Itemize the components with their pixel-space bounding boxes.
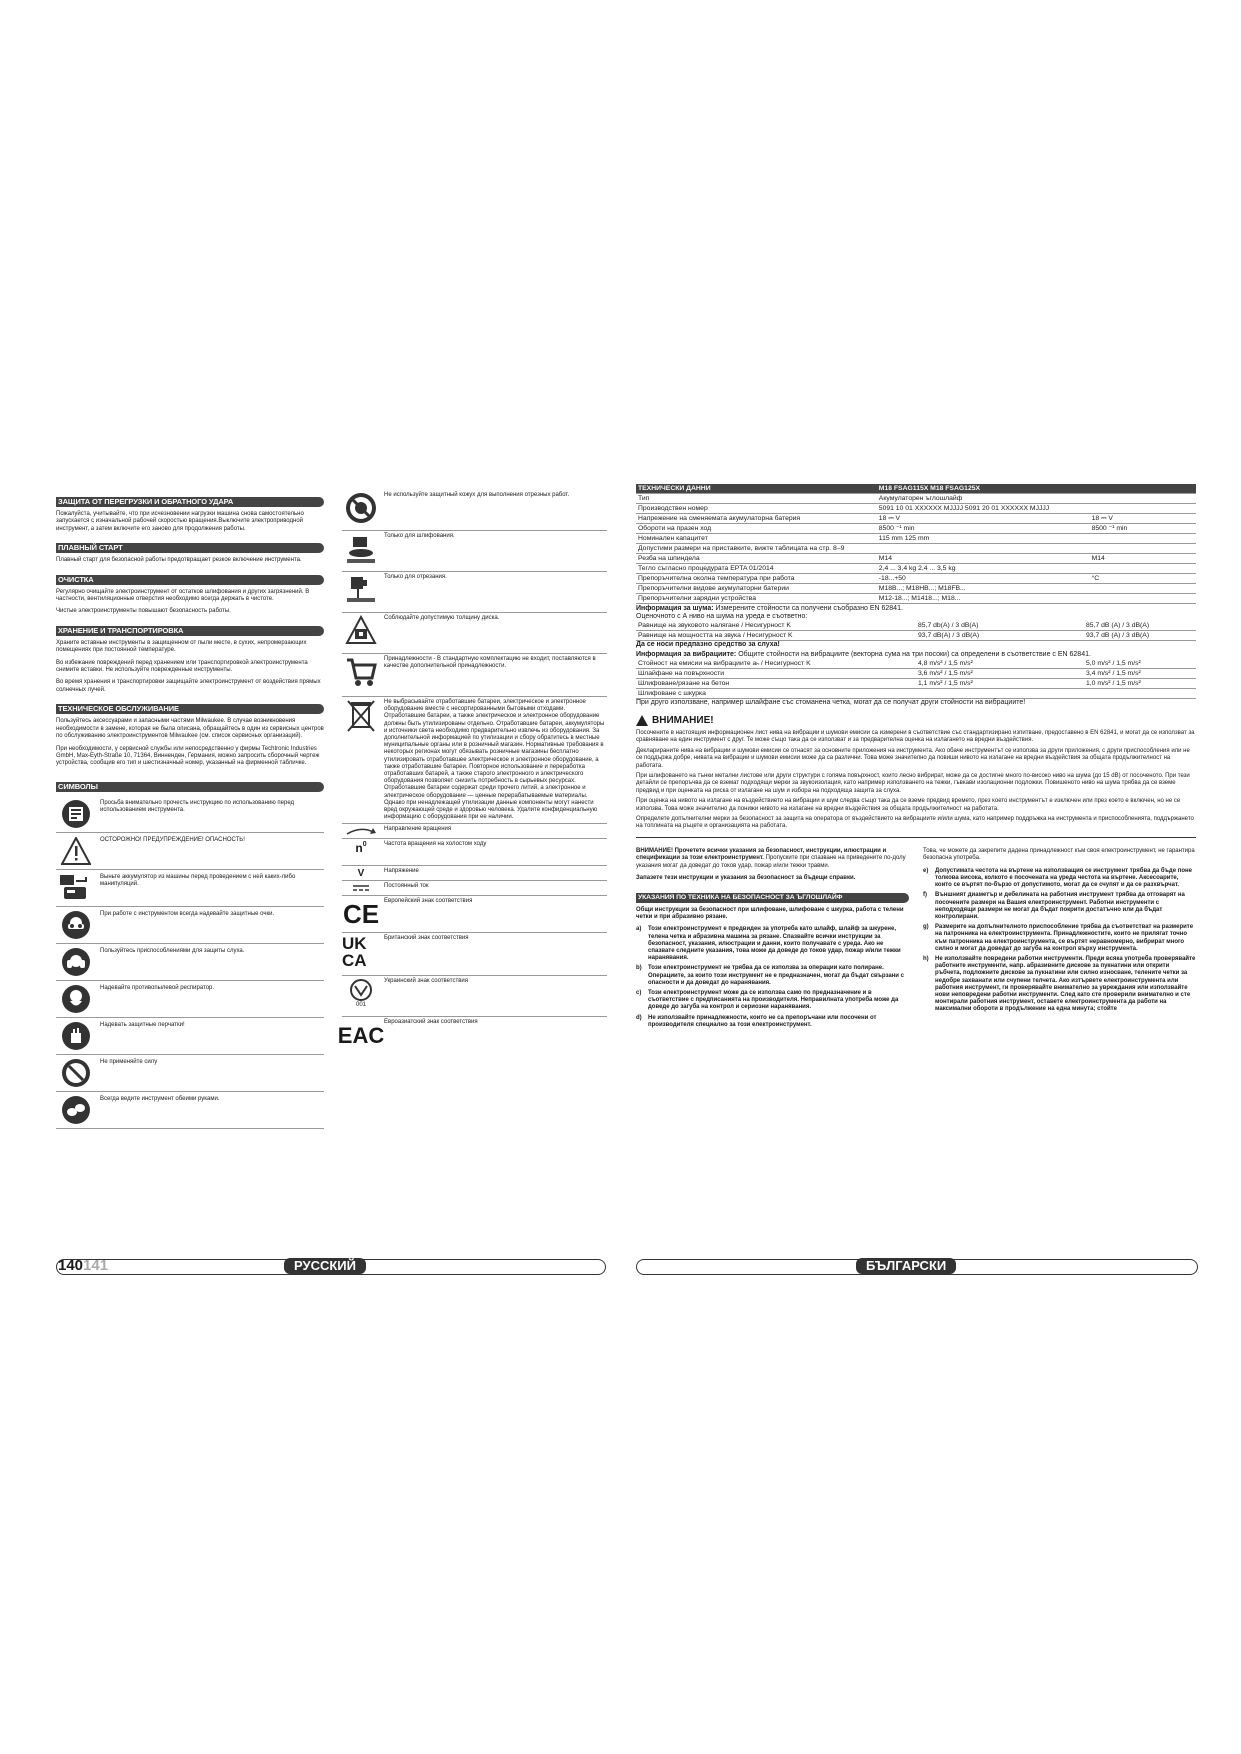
spec-cell: °C [1090,574,1196,584]
spec-cell: 18 ⎓ V [1090,514,1196,524]
spec-cell [1090,564,1196,574]
spec-row [636,668,1196,678]
spec-cell: Допустими размери на приставките, вижте таблицата на стр. 8–9 [636,544,877,554]
ru-left-column [56,487,324,1129]
vibration-note: При друго използване, например шлайфане със стоманена четка, могат да се получат други стойности на вибрациите! [636,698,1026,706]
service-text-1: Пользуйтесь аксессуарами и запасными частями Milwaukee. В случае возникновения необходимости в замене, которая не была описана, обращайтесь в один из сервисных центров по обслуживанию электроинструментов Milwaukee (см. список сервисных организаций). [56,718,324,740]
spec-row [636,494,1196,504]
symbol-row [56,1092,324,1129]
symbol-text: Не применяйте силу [100,1058,158,1065]
book-icon [56,796,96,832]
spec-row [636,564,1196,574]
safety-item-letter: b) [636,965,642,972]
general-warning [636,848,909,870]
bg-page [636,484,1196,1032]
warning-paragraph: При шлифоването на тънки метални листове или други структури с голяма повърхност, които лесно вибрират, може да се достигне много по-високо ниво на шума (до 15 dB) от посоченото. При тези детайли се препоръчва да се вземат подходящи мерки за звукоизолация, като например използването на тежки, гъвкави изолационни подложки. Повишеното ниво на шума трябва да се вземе предвид и при оценката на риска от излагане на шум и избора на подходяща защита за слуха. [636,773,1190,794]
spec-row [636,659,1196,669]
safety-item-letter: e) [923,867,929,874]
spec-cell: Шлифоване/рязане на бетон [636,678,916,688]
cart-icon [342,654,380,688]
noise-heading: Информация за шума: [636,605,714,612]
general-warning-bold: ВНИМАНИЕ! Прочетете всички указания за безопасност, инструкции, илюстрации и спецификации за този електроинструмент. [636,847,887,862]
spec-row [636,688,1196,698]
noise-a-text: Оценочното с А ниво на шума на уреда е съответно: [636,613,808,621]
spec-cell: 5091 10 01 XXXXXX MJJJJ 5091 20 01 XXXXXX MJJJJ [877,504,1090,514]
ua-mark-icon [342,976,380,1008]
symbol-text: При работе с инструментом всегда надевайте защитные очки. [100,910,275,917]
safety-item-text: Този електроинструмент е предвиден за употреба като шлайф, шлайф за шкурене, телена четка и абразивна машина за рязане. Спазвайте всички инструкции за безопасност, указания, илюстрации и данни, които получавате с уреда. Ако не спазвате следните указания, това може да доведе до токов удар, пожар и/или тежки наранявания. [648,926,901,962]
safety-item-letter: h) [923,955,929,962]
spec-cell: Тегло съгласно процедурата EPTA 01/2014 [636,564,877,574]
spec-row [636,584,1196,594]
spec-row [636,678,1196,688]
service-heading: ТЕХНИЧЕСКОЕ ОБСЛУЖИВАНИЕ [56,704,324,714]
spec-cell: 85,7 db(A) / 3 dB(A) [916,621,1084,631]
spec-cell: 85,7 dB (A) / 3 dB(A) [1084,621,1196,631]
goggles-icon [56,907,96,943]
spec-cell: 8500 ⁻¹ min [877,524,1090,534]
vibration-info [636,651,1196,659]
spec-cell: M18B...; M18HB...; M18FB... [877,584,1090,594]
safety-columns [636,848,1196,1032]
spec-cell: Обороти на празен ход [636,524,877,534]
spec-title: ТЕХНИЧЕСКИ ДАННИ [636,484,877,494]
symbol-text: Только для шлифования. [384,533,455,539]
spec-cell: 3,4 m/s² / 1,5 m/s² [1084,668,1196,678]
spec-row [636,594,1196,604]
spec-cell: Препоръчителни зарядни устройства [636,594,877,604]
spec-cell: 1,1 m/s² / 1,5 m/s² [916,678,1084,688]
spec-cell: 93,7 dB(A) / 3 dB(A) [916,631,1084,641]
spec-row [636,544,1196,554]
ru-symbols-column [337,490,607,1057]
spec-cell: M14 [1090,554,1196,564]
no-force-icon [56,1055,96,1091]
symbol-text: Выньте аккумулятор из машины перед проведением с ней каких-либо манипуляций. [100,873,296,887]
gloves-icon [56,1018,96,1054]
safety-item-text: Не използвайте принадлежности, които не са препоръчани или посочени от производителя специално за този електроинструмент. [648,1014,877,1028]
symbol-text: Принадлежности - В стандартную комплектацию не входит, поставляются в качестве дополнительной принадлежности. [384,656,596,670]
spec-table [636,484,1196,604]
spec-cell: Равнище на мощността на звука / Несигурност K [636,631,916,641]
symbol-text: Постоянный ток [384,883,429,890]
safety-item-letter: g) [923,924,929,931]
ukca-bottom: CA [342,951,367,971]
spec-cell [1090,594,1196,604]
spec-header-row [636,484,1196,494]
spec-cell: -18...+50 [877,574,1090,584]
symbol-text: Не выбрасывайте отработавшие батареи, электрическое и электронное оборудование вместе с несортированными бытовыми отходами. Отработавшие батареи, а также электрическое и электронное оборудование должны быть утилизированы отдельно. Отработавшие батареи, аккумуляторы и источники света необходимо предварительно извлечь из оборудования. За дополнительной информацией по утилизации и сбору обратитесь в местные муниципальные органы или в розничный магазин. Нормативные требования в некоторых регионах могут обязывать розничные магазины бесплатно утилизировать отработавшее электрическое и электронное оборудование, а также отработавшие батареи. Повторное использование и переработка отработавших батарей, а также старого электронного и электрического оборудования позволяет снизить потребность в сырьевых ресурсах. Отработавшие батареи содержат среди прочего литий, а электронное и электрическое оборудование — ценные перерабатываемые материалы. Однако при ненадлежащей утилизации данные компоненты могут нанести вред окружающей среде и здоровью человека. Удалите конфиденциальную информацию с оборудования при ее наличии. [384,699,605,821]
spec-cell: Равнище на звуковото налягане / Несигурност K [636,621,916,631]
n0-label: n [355,841,363,856]
spec-cell [1090,544,1196,554]
symbol-text: Соблюдайте допустимую толщину диска. [384,615,500,621]
battery-remove-icon [56,870,96,906]
spec-cell: 115 mm 125 mm [877,534,1090,544]
storage-text-3: Во время хранения и транспортировки защищайте электроинструмент от воздействия прямых солнечных лучей. [56,679,321,693]
noise-text: Измерените стойности са получени съобразно EN 62841. [713,605,903,612]
symbol-row [342,490,607,531]
symbol-text: ОСТОРОЖНО! ПРЕДУПРЕЖДЕНИЕ! ОПАСНОСТЬ! [100,836,245,843]
symbol-text: Надевайте противопылевой респиратор. [100,984,215,991]
spec-cell: Препоръчителна околна температура при работа [636,574,877,584]
warning-triangle-icon [636,715,648,726]
spec-cell: 4,8 m/s² / 1,5 m/s² [916,659,1084,669]
two-hands-icon [56,1092,96,1128]
ua-mark-number: 001 [355,1002,366,1009]
safety-list-item [636,990,909,1012]
warning-triangle-icon [56,833,96,869]
bg-language-label: БЪЛГАРСКИ [856,1258,956,1274]
vibration-text: Общите стойности на вибрациите (векторна сума на три посоки) са определени в съответствие с EN 62841. [736,650,1091,658]
spec-cell: M14 [877,554,1090,564]
ru-language-label: РУССКИЙ [284,1258,366,1274]
ukca-mark-icon [342,933,380,969]
symbol-row [342,613,607,654]
noise-info [636,605,1196,613]
symbol-row [342,531,607,572]
spec-row [636,534,1196,544]
dc-current-icon [342,881,380,893]
symbol-row [56,944,324,981]
spec-cell [1090,534,1196,544]
spec-row [636,514,1196,524]
safety-item-letter: f) [923,892,927,899]
spec-cell: Номинален капацитет [636,534,877,544]
symbol-row [342,839,607,866]
vibration-heading: Информация за вибрациите: [636,650,737,658]
idle-speed-icon [342,839,380,855]
eac-mark-icon: EAC [337,1023,385,1049]
spec-cell: Производствен номер [636,504,877,514]
symbol-text: Частота вращения на холостом ходу [384,841,487,848]
spec-cell: 93,7 dB (A) / 3 dB(A) [1084,631,1196,641]
symbol-row [56,796,324,833]
symbols-heading: СИМВОЛЫ [56,782,324,792]
safety-item-letter: c) [636,989,642,996]
no-guard-cutting-icon [342,490,380,524]
symbols-list [56,796,324,1129]
warning-paragraph: Посочените в настоящия информационен лист нива на вибрации и шумови емисии са измерени в съответствие със стандартизирано изпитване, предоставено в EN 62841, и могат да се използват за сравняване на един инструмент с друг. Те може също така да се използват и за предварителна оценка на излагането на вредни въздействия. [636,730,1195,744]
safety-item-letter: a) [636,926,642,933]
spec-cell: 8500 ⁻¹ min [1090,524,1196,534]
spec-row [636,631,1196,641]
spec-cell: 18 ⎓ V [877,514,1090,524]
spec-cell: Шлайфане на повърхности [636,668,916,678]
symbol-row [56,907,324,944]
symbol-text: Надевать защитные перчатки! [100,1021,185,1028]
warning-paragraph: При оценка на нивото на излагане на въздействието на вибрации и шум следва също така да се вземе предвид времето, през което инструментът е изключен или през което е включен, но не се използва. Това може значително да понижи нивото на излагане на вредни въздействия за общата продължителност на работата. [636,798,1181,812]
safety-list-item [923,956,1196,1014]
symbol-text: Только для отрезания. [384,574,447,580]
symbol-row [342,824,607,839]
spec-cell [916,688,1084,698]
safety-item-text: Не използвайте повредени работни инструменти. Преди всяка употреба проверявайте работните инструменти, напр. абразивните дискове за пукнатини или открити ръбчета, подложните дискове за пукнатини или силно износване, телените четки за недобре захванати или счупени телчета. Ако изтървете електроинструмента или работния инструмент, ги проверявайте внимателно за увреждания или използвайте нови неповредени работни инструменти. След като сте проверили внимателно и сте монтирали работния инструмент, оставете електроинструмента да работи на максимални обороти в продължение на една минута; стойте [935,955,1196,1013]
safety-list-item [636,926,909,962]
safety-left-column [636,848,909,1032]
cleaning-text-1: Регулярно очищайте электроинструмент от остатков шлифования и других загрязнений. В частности, вентиляционные отверстия необходимо всегда держать в чистоте. [56,588,310,603]
ru-page-number: 140141 [58,1257,109,1274]
safety-item-letter: d) [636,1014,642,1021]
rotation-arrow-icon [342,824,380,836]
noise-warning: Да се носи предпазно средство за слуха! [636,641,780,649]
storage-text-2: Во избежание повреждений перед хранением или транспортировкой электроинструмента снимите вставки. Не используйте поврежденные инструменты. [56,659,308,674]
symbol-row [342,654,607,697]
voltage-icon: V [357,868,365,880]
safety-list-item [923,892,1196,921]
spec-cell: Стойност на емисии на вибрациите aₕ / Несигурност K [636,659,916,669]
spec-cell: 1,0 m/s² / 1,5 m/s² [1084,678,1196,688]
vibration-table [636,659,1196,699]
symbol-row [56,833,324,870]
spec-cell: Тип [636,494,877,504]
safety-list-item [923,868,1196,890]
warning-paragraph: Декларираните нива на вибрации и шумови емисии се отнасят за основните приложения на инструмента. Ако обаче инструментът се използва за други приложения, с други приспособления или не се поддържа добре, нивата на вибрации и шумови емисии може да са различни. Това може значително да повиши нивото на излагане на вредни въздействия за общата продължителност на работата. [636,747,1190,769]
spec-models: M18 FSAG115X M18 FSAG125X [877,484,1196,494]
spec-cell [1090,494,1196,504]
spec-cell [1090,504,1196,514]
symbol-row [56,981,324,1018]
spec-cell: Шлифоване с шкурка [636,688,916,698]
noise-table [636,621,1196,641]
symbol-row [342,896,607,933]
safety-item-text: Този електроинструмент може да се използва само по предназначение и в съответствие с предписанията на производителя. Неправилната употреба може да доведе до загуба на контрол и сериозни наранявания. [648,989,899,1011]
safety-list-item [923,924,1196,953]
cleaning-text-2: Чистые электроинструменты повышают безопасность работы. [56,608,231,615]
general-safety-instructions: Общи инструкции за безопасност при шлифоване, шлифоване с шкурка, работа с телени четки и при абразивно рязане. [636,906,904,920]
spec-cell: Напрежение на сменяемата акумулаторна батерия [636,514,877,524]
safety-item-text: Размерите на допълнителното приспособление трябва да съответстват на размерите на патронника на електроинструмента. Принадлежностите, които не прилягат точно към патронника на електроинструмента, се въртят неравномерно, вибрират много силно и могат да доведат до загуба на контрол върху инструмента. [935,924,1194,952]
symbol-row [342,697,607,824]
warning-texts [636,730,1196,831]
crossed-bin-icon [342,697,380,733]
overload-text: Пожалуйста, учитывайте, что при исчезновении нагрузки машина снова самостоятельно запускается с изначальной рабочей скоростью вращения.Выключите электроприводной инструмент, а затем включите его заново для продолжения работы. [56,511,304,532]
overload-heading: ЗАЩИТА ОТ ПЕРЕГРУЗКИ И ОБРАТНОГО УДАРА [56,497,324,507]
symbol-text: Всегда ведите инструмент обеими руками. [100,1095,220,1102]
respirator-icon [56,981,96,1017]
spec-row [636,504,1196,514]
ce-mark-icon: CE [342,899,380,930]
symbol-row [56,870,324,907]
spec-row [636,524,1196,534]
soft-start-text: Плавный старт для безопасной работы предотвращает резкое включение инструмента. [56,557,302,564]
safety-item-text: Този електроинструмент не трябва да се използва за операции като полиране. Операциите, за които този инструмент не е предназначен, могат да бъдат свързани с опасности и да доведат до наранявания. [648,965,904,986]
spec-row [636,554,1196,564]
warning-heading [636,715,1196,726]
attachment-note: Това, че можете да закрепите дадена принадлежност към своя електроинструмент, не гарантира безопасна употреба. [923,847,1195,862]
spec-cell: Препоръчителни видове акумулаторни батерии [636,584,877,594]
cleaning-heading: ОЧИСТКА [56,575,324,585]
spec-cell: M12-18...; M1418...; M18... [877,594,1090,604]
spec-row [636,621,1196,631]
ear-protection-icon [56,944,96,980]
n0-sub: 0 [362,841,367,849]
symbol-text: Украинский знак соответствия [384,978,469,985]
warning-title: ВНИМАНИЕ! [652,715,714,727]
spec-cell [877,544,1090,554]
soft-start-heading: ПЛАВНЫЙ СТАРТ [56,543,324,553]
storage-heading: ХРАНЕНИЕ И ТРАНСПОРТИРОВКА [56,626,324,636]
symbol-row [342,866,607,881]
spec-cell [1084,688,1196,698]
spec-cell: 3,6 m/s² / 1,5 m/s² [916,668,1084,678]
cutting-only-icon [342,572,380,606]
spec-row [636,574,1196,584]
symbol-row [342,933,607,976]
symbol-text: Пользуйтесь приспособлениями для защиты слуха. [100,947,245,954]
symbol-text: Евроазиатский знак соответствия [384,1019,478,1026]
safety-right-column [923,848,1196,1032]
symbol-row [342,881,607,896]
symbol-row [342,572,607,613]
grinding-only-icon [342,531,380,565]
spec-cell: Акумулаторен ъглошлайф [877,494,1090,504]
symbol-text: Британский знак соответствия [384,935,469,942]
service-text-2: При необходимости, у сервисной службы или непосредственно у фирмы Techtronic Industries GmbH, Max-Eyth-Straße 10, 71364, Винненден, Германия, можно запросить сборочный чертеж устройства, сообщив его тип и шестизначный номер, указанный на фирменной табличке. [56,745,320,767]
storage-text-1: Храните вставные инструменты в защищенном от пыли месте, в сухих, непромерзающих помещениях при постоянной температуре. [56,639,307,654]
safety-item-text: Външният диаметър и дебелината на работния инструмент трябва да отговарят на посочените размери на Вашия електроинструмент. Работни инструменти с неподходящи размери не могат да бъдат покрити достатъчно или да бъдат контролирани. [935,892,1185,920]
ukca-top: UK [342,934,367,954]
spec-cell: 5,0 m/s² / 1,5 m/s² [1084,659,1196,669]
disc-thickness-icon [342,613,380,647]
safety-list-item [636,1015,909,1029]
safety-item-text: Допустимата честота на въртене на използващия се инструмент трябва да бъде поне толкова висока, колкото е посочената на уреда честота на въртене. Аксесоарите, които се въртят по-бързо от допустимото, могат да се счупят и да се разхвърчат. [935,867,1192,889]
safety-heading: УКАЗАНИЯ ПО ТЕХНИКА НА БЕЗОПАСНОСТ ЗА ЪГЛОШЛАЙФ [636,893,909,903]
symbol-text: Европейский знак соответствия [384,898,473,905]
keep-instructions: Запазете тези инструкции и указания за безопасност за бъдещи справки. [636,875,856,882]
symbol-row [56,1055,324,1092]
symbol-text: Направление вращения [384,826,452,833]
general-warning-text: Пропуските при спазване на приведените по-долу указания могат да доведат до токов удар, пожар и/или тежки травми. [636,855,906,869]
spec-cell [1090,584,1196,594]
symbol-row [342,976,607,1017]
symbol-text: Напряжение [384,868,419,875]
symbol-text: Не используйте защитный кожух для выполнения отрезных работ. [384,492,570,498]
symbol-row [56,1018,324,1055]
symbol-text: Просьба внимательно прочесть инструкцию по использованию перед использованием инструмента. [100,799,295,813]
spec-cell: Резба на шпиндела [636,554,877,564]
safety-list-item [636,965,909,987]
warning-paragraph: Определете допълнителни мерки за безопасност за защита на оператора от въздействието на вибрациите и/или шума, като например поддръжка на инструмента и приспособленията, поддържането на топлината на ръцете и организацията на работата. [636,816,1194,830]
symbol-row [337,1017,607,1057]
spec-cell: 2,4 ... 3,4 kg 2,4 ... 3,5 kg [877,564,1090,574]
